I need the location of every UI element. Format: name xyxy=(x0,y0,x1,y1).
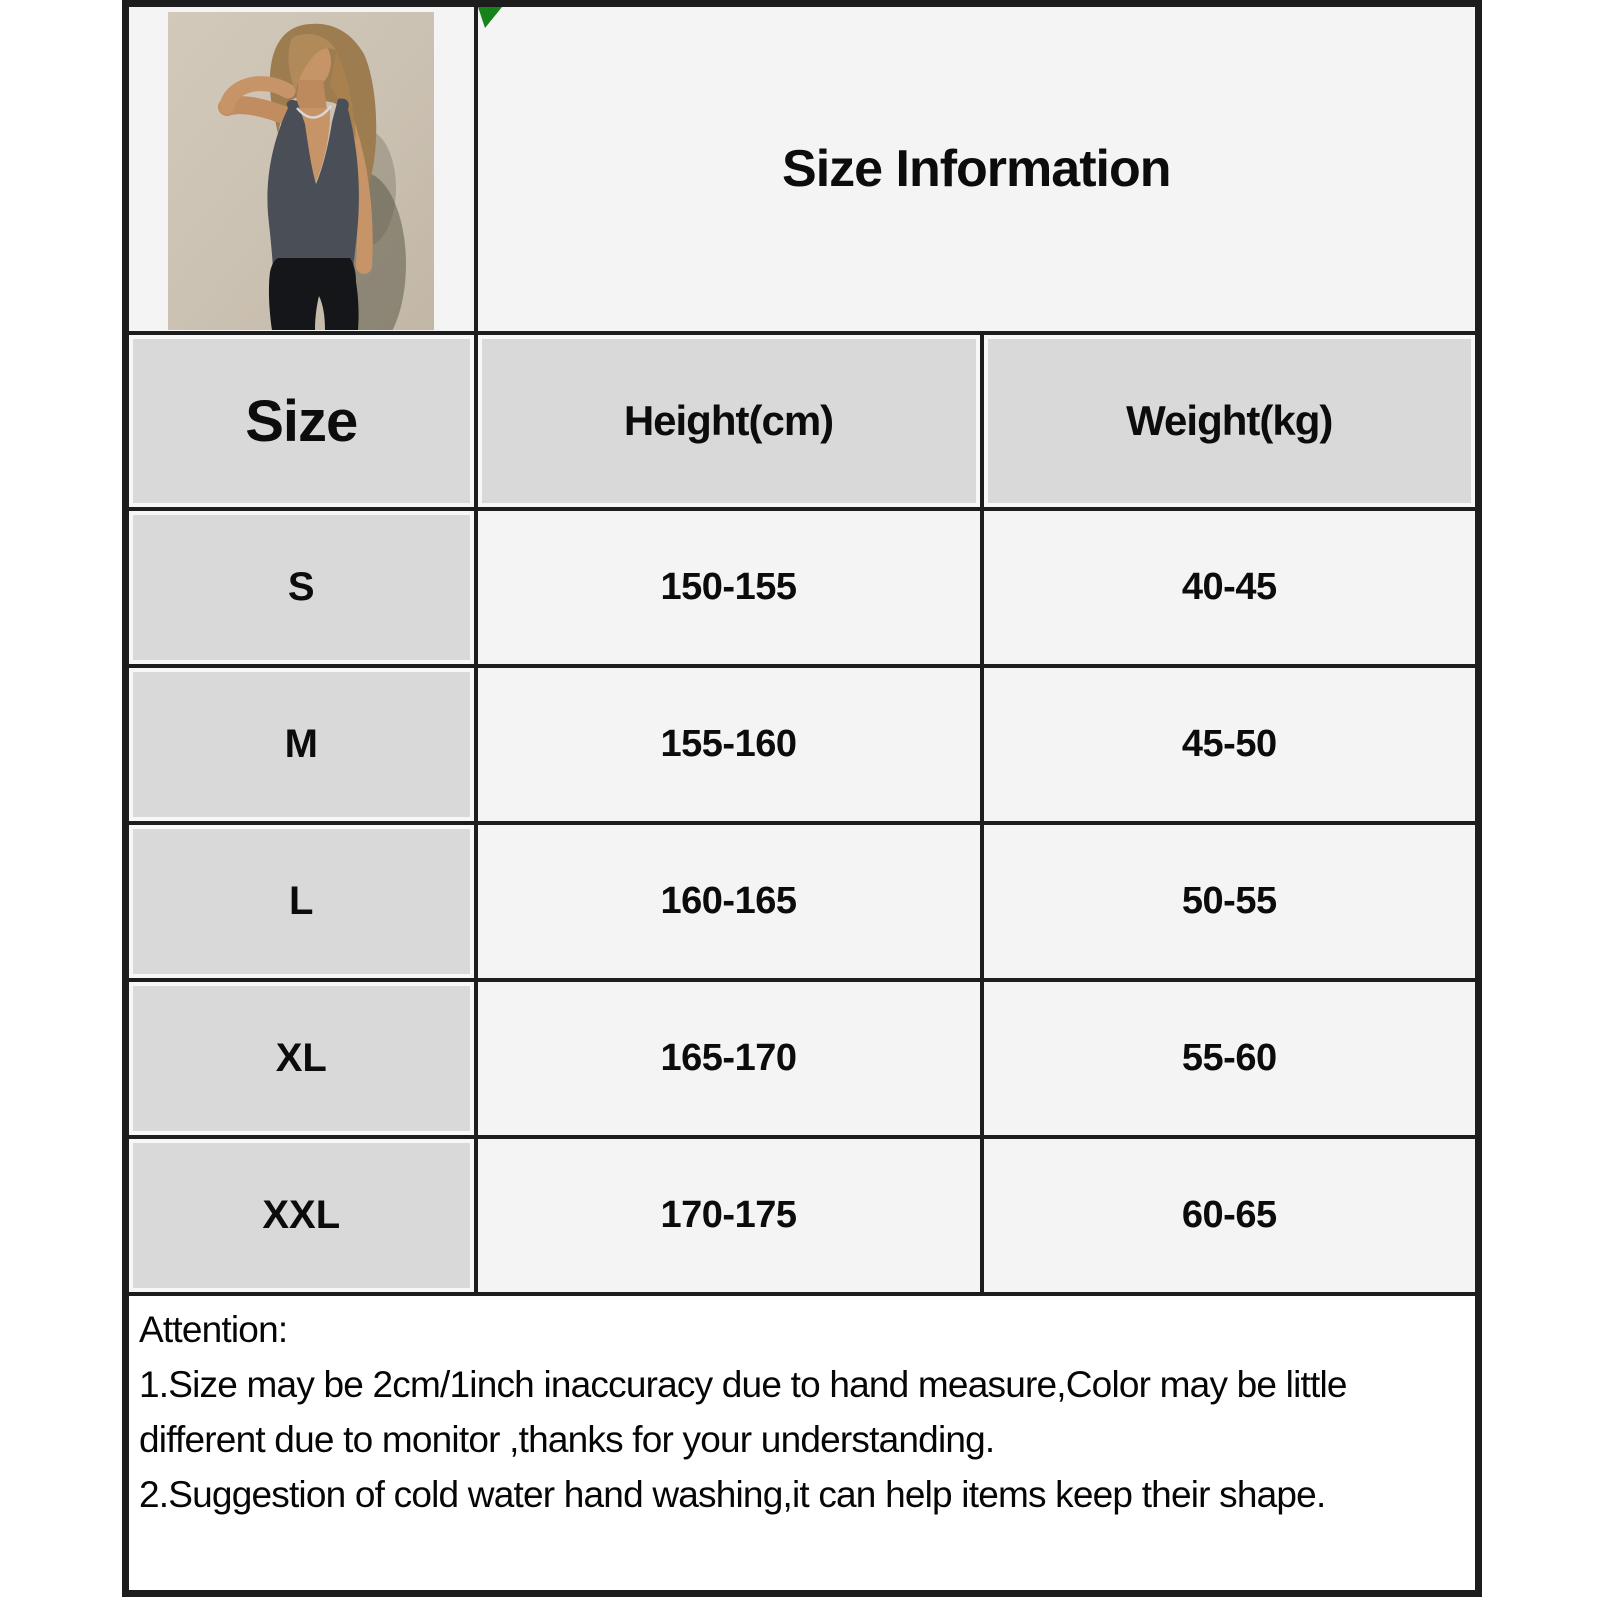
table-row-xxl xyxy=(126,1137,1479,1294)
weight-value: 40-45 xyxy=(982,509,1479,666)
height-value: 150-155 xyxy=(476,509,982,666)
page-title: Size Information xyxy=(782,140,1171,198)
weight-value: 60-65 xyxy=(982,1137,1479,1294)
table-row-m xyxy=(126,666,1479,823)
height-value: 170-175 xyxy=(476,1137,982,1294)
col-header-weight: Weight(kg) xyxy=(982,333,1479,509)
size-label: XL xyxy=(126,980,476,1137)
size-label: M xyxy=(126,666,476,823)
size-label: S xyxy=(126,509,476,666)
size-label: L xyxy=(126,823,476,980)
attention-cell xyxy=(126,1294,1479,1594)
attention-heading: Attention: xyxy=(139,1309,288,1350)
table-header-row xyxy=(126,333,1479,509)
attention-note-2: 2.Suggestion of cold water hand washing,it can help items keep their shape. xyxy=(139,1474,1326,1515)
height-value: 160-165 xyxy=(476,823,982,980)
table-row-l xyxy=(126,823,1479,980)
attention-note-1: 1.Size may be 2cm/1inch inaccuracy due to hand measure,Color may be little different due to monitor ,thanks for your understanding. xyxy=(139,1364,1347,1460)
height-value: 155-160 xyxy=(476,666,982,823)
product-photo-cell xyxy=(126,4,476,334)
product-photo-illustration xyxy=(168,12,434,330)
leggings xyxy=(269,258,359,330)
size-chart-sheet xyxy=(122,0,1475,1597)
neck xyxy=(295,80,327,110)
table-row-xl xyxy=(126,980,1479,1137)
size-label: XXL xyxy=(126,1137,476,1294)
size-table xyxy=(122,0,1482,1597)
table-row-s xyxy=(126,509,1479,666)
attention-row xyxy=(126,1294,1479,1594)
weight-value: 55-60 xyxy=(982,980,1479,1137)
col-header-height: Height(cm) xyxy=(476,333,982,509)
title-cell xyxy=(476,4,1479,334)
height-value: 165-170 xyxy=(476,980,982,1137)
weight-value: 50-55 xyxy=(982,823,1479,980)
title-row xyxy=(126,4,1479,334)
weight-value: 45-50 xyxy=(982,666,1479,823)
col-header-size: Size xyxy=(126,333,476,509)
green-corner-flag-icon xyxy=(478,7,502,28)
